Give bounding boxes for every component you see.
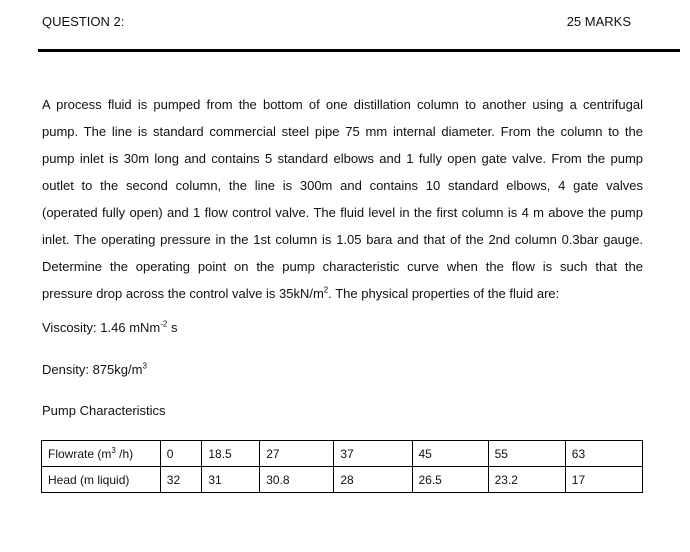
table-cell: 63	[565, 441, 642, 467]
table-cell: 37	[334, 441, 412, 467]
table-cell: 27	[260, 441, 334, 467]
question-header	[42, 14, 634, 32]
marks-label: 25 MARKS	[566, 14, 631, 29]
table-cell: 55	[488, 441, 565, 467]
table-cell: 45	[412, 441, 488, 467]
problem-line: pump. The line is standard commercial steel pipe 75 mm internal diameter. From the column to the	[42, 124, 643, 139]
last-line-text: pressure drop across the control valve is 35kN/m	[42, 286, 324, 301]
table-row-head	[42, 467, 643, 493]
problem-line: inlet. The operating pressure in the 1st column is 1.05 bara and that of the 2nd column 0.3bar gauge.	[42, 232, 643, 247]
density-line	[42, 362, 147, 377]
density-text: Density: 875kg/m	[42, 362, 143, 377]
problem-line: Determine the operating point on the pump characteristic curve when the flow is such that the	[42, 259, 643, 274]
pump-characteristics-title: Pump Characteristics	[42, 403, 166, 418]
table-cell: 26.5	[412, 467, 488, 493]
table-cell: 23.2	[488, 467, 565, 493]
viscosity-unit: s	[167, 320, 178, 335]
flowrate-label	[42, 441, 161, 467]
table-cell: 28	[334, 467, 412, 493]
last-line-tail: . The physical properties of the fluid are:	[328, 286, 560, 301]
problem-statement	[42, 91, 643, 307]
head-label: Head (m liquid)	[42, 467, 161, 493]
flowrate-label-sup: 3	[111, 445, 116, 455]
pump-characteristics-table	[41, 440, 643, 493]
problem-line-last	[42, 280, 643, 307]
last-line-sup: 2	[323, 285, 329, 295]
table-cell: 30.8	[260, 467, 334, 493]
viscosity-sup: -2	[160, 319, 168, 329]
problem-line: pump inlet is 30m long and contains 5 standard elbows and 1 fully open gate valve. From the pump	[42, 151, 643, 166]
header-divider	[38, 49, 680, 52]
table-row-flowrate	[42, 441, 643, 467]
density-sup: 3	[142, 361, 147, 371]
table-cell: 0	[160, 441, 202, 467]
question-number: QUESTION 2:	[42, 14, 125, 29]
viscosity-text: Viscosity: 1.46 mNm	[42, 320, 161, 335]
viscosity-line	[42, 320, 178, 335]
problem-line: (operated fully open) and 1 flow control valve. The fluid level in the first column is 4 m above the pump	[42, 205, 643, 220]
table-cell: 17	[565, 467, 642, 493]
problem-line: A process fluid is pumped from the bottom of one distillation column to another using a centrifugal	[42, 97, 643, 112]
problem-line: outlet to the second column, the line is 300m and contains 10 standard elbows, 4 gate valves	[42, 178, 643, 193]
flowrate-label-text: Flowrate (m	[48, 446, 112, 461]
table-cell: 31	[202, 467, 260, 493]
flowrate-label-unit: /h)	[115, 446, 134, 461]
table-cell: 18.5	[202, 441, 260, 467]
table-cell: 32	[160, 467, 202, 493]
